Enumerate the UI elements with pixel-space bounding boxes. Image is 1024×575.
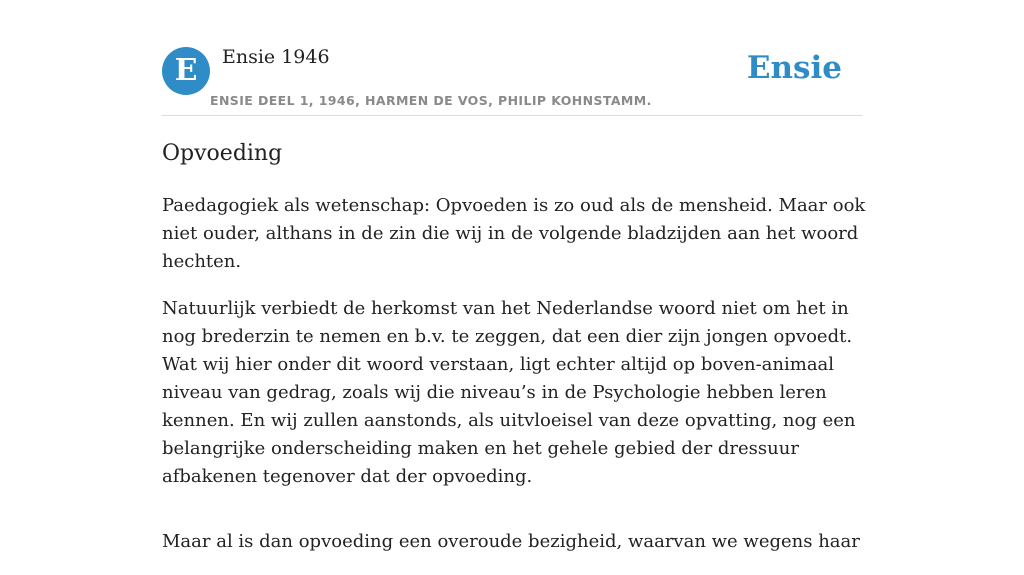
book-title[interactable]: Ensie 1946	[222, 46, 330, 68]
paragraph-1: Paedagogiek als wetenschap: Opvoeden is zo oud als de mensheid. Maar ook niet ouder, althans in de zin die wij in de volgende bladzijden aan het woord hechten.	[162, 195, 866, 272]
article-body	[162, 138, 867, 575]
paragraph-2: Natuurlijk verbiedt de herkomst van het Nederlandse woord niet om het in nog brederzin te nemen en b.v. te zeggen, dat een dier zijn jongen opvoedt. Wat wij hier onder dit woord verstaan, ligt echter altijd op boven-animaal niveau van gedrag, zoals wij die niveau’s in de Psychologie hebben leren kennen. En wij zullen aanstonds, als uitvloeisel van deze opvatting, nog een belangrijke onderscheiding maken en het gehele gebied der dressuur afbakenen tegenover dat der opvoeding.	[162, 298, 856, 487]
ensie-logo-icon[interactable]: E	[162, 47, 210, 95]
page-header	[162, 0, 862, 116]
source-line: ENSIE DEEL 1, 1946, HARMEN DE VOS, PHILIP KOHNSTAMM.	[210, 93, 652, 108]
article-title: Opvoeding	[162, 141, 283, 166]
ensie-brand-link[interactable]: Ensie	[746, 50, 842, 86]
paragraph-3: Maar al is dan opvoeding een overoude bezigheid, waarvan we wegens haar	[162, 531, 860, 552]
